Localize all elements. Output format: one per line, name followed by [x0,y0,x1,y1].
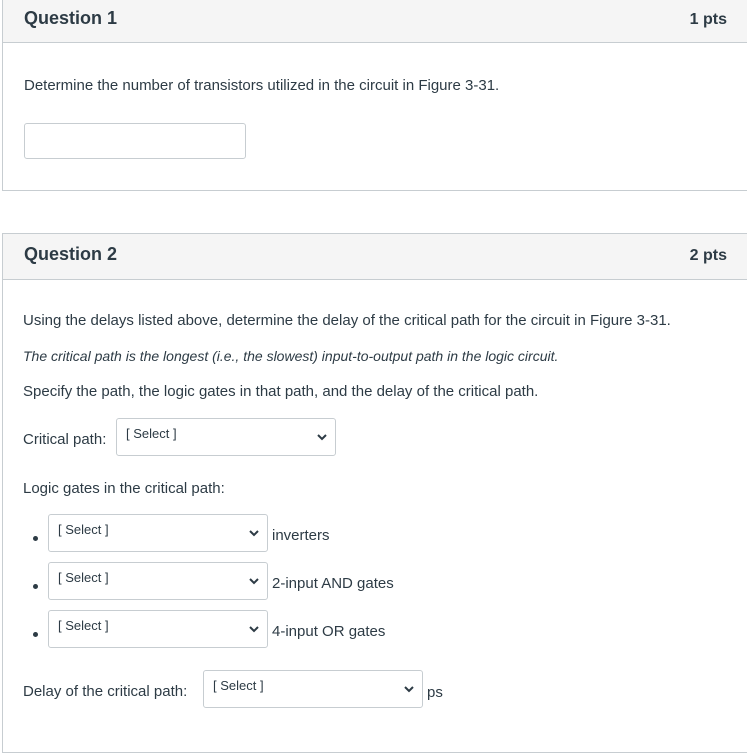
critical-path-label: Critical path: [23,431,107,448]
inverters-select[interactable] [48,514,268,552]
and-gates-select-value: [ Select ] [58,570,109,585]
delay-select-value: [ Select ] [213,678,264,693]
chevron-down-icon [317,432,327,442]
question-1-header [3,0,747,43]
chevron-down-icon [249,576,259,586]
question-1-title: Question 1 [24,8,118,28]
question-2-title: Question 2 [24,244,118,264]
chevron-down-icon [404,684,414,694]
chevron-down-icon [249,624,259,634]
list-bullet [33,536,38,541]
delay-select[interactable] [203,670,423,708]
question-1-prompt: Determine the number of transistors utilized in the circuit in Figure 3-31. [24,77,500,94]
question-1-card [2,0,747,191]
inverters-label: inverters [272,527,330,544]
question-2-note: The critical path is the longest (i.e., the slowest) input-to-output path in the logic circuit. [23,348,559,364]
or-gates-select-value: [ Select ] [58,618,109,633]
question-1-answer-input[interactable] [24,123,246,159]
critical-path-select[interactable] [116,418,336,456]
delay-label: Delay of the critical path: [23,683,188,700]
and-gates-select[interactable] [48,562,268,600]
list-bullet [33,632,38,637]
or-gates-label: 4-input OR gates [272,623,386,640]
chevron-down-icon [249,528,259,538]
delay-unit: ps [427,684,443,701]
or-gates-select[interactable] [48,610,268,648]
question-2-prompt: Using the delays listed above, determine the delay of the critical path for the circuit in Figure 3-31. [23,312,671,329]
question-1-points: 1 pts [689,11,727,28]
and-gates-label: 2-input AND gates [272,575,394,592]
question-2-instruction: Specify the path, the logic gates in that path, and the delay of the critical path. [23,383,539,400]
question-2-points: 2 pts [689,247,727,264]
inverters-select-value: [ Select ] [58,522,109,537]
gates-label: Logic gates in the critical path: [23,480,225,497]
question-2-header [3,234,747,280]
critical-path-select-value: [ Select ] [126,426,177,441]
list-bullet [33,584,38,589]
